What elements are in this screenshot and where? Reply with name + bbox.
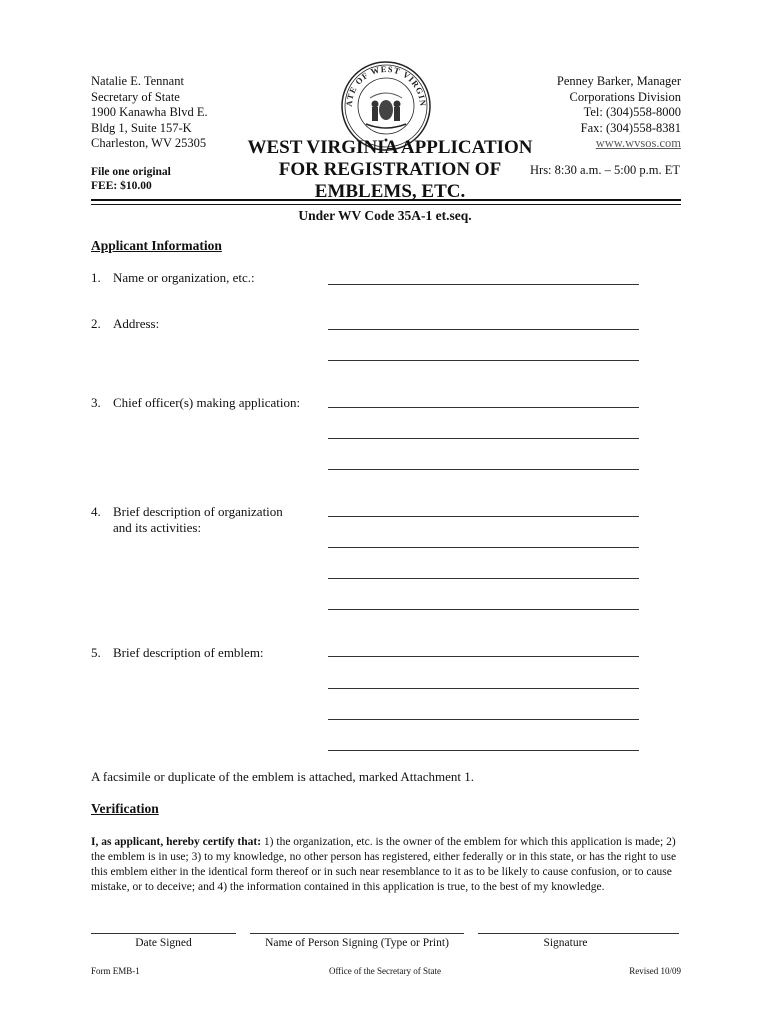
question-chief-officers bbox=[91, 395, 300, 411]
certification-lead: I, as applicant, hereby certify that: bbox=[91, 836, 262, 848]
form-number: Form EMB-1 bbox=[91, 966, 140, 976]
question-number: 5. bbox=[91, 645, 101, 660]
attachment-note: A facsimile or duplicate of the emblem is attached, marked Attachment 1. bbox=[91, 769, 475, 784]
question-label: Address: bbox=[113, 316, 160, 331]
name-signing-line[interactable] bbox=[250, 933, 464, 934]
revision-date: Revised 10/09 bbox=[629, 966, 681, 976]
question-label: Name or organization, etc.: bbox=[113, 270, 255, 285]
certification-text bbox=[91, 835, 681, 895]
statute-reference: Under WV Code 35A-1 et.seq. bbox=[298, 208, 472, 223]
question-name bbox=[91, 270, 255, 286]
question-number: 4. bbox=[91, 504, 101, 519]
question-number: 1. bbox=[91, 270, 101, 285]
contact-line: Fax: (304)558-8381 bbox=[580, 120, 681, 135]
header-divider bbox=[91, 199, 681, 201]
question-organization-description bbox=[91, 504, 283, 536]
form-title bbox=[230, 137, 550, 203]
question-label: Chief officer(s) making application: bbox=[113, 395, 301, 410]
verification-heading: Verification bbox=[91, 801, 159, 816]
emblem-description-line-1[interactable] bbox=[328, 656, 639, 657]
header-divider-thin bbox=[91, 204, 681, 205]
date-signed-label: Date Signed bbox=[135, 937, 192, 949]
seal-text: ATE OF WEST VIRGIN bbox=[343, 63, 429, 108]
signature-line[interactable] bbox=[478, 933, 679, 934]
address-line: Natalie E. Tennant bbox=[91, 74, 184, 88]
address-line: Secretary of State bbox=[91, 89, 180, 104]
question-emblem-description bbox=[91, 645, 264, 661]
officers-field-line-1[interactable] bbox=[328, 407, 639, 408]
org-description-line-2[interactable] bbox=[328, 547, 639, 548]
date-signed-line[interactable] bbox=[91, 933, 236, 934]
title-line: FOR REGISTRATION OF bbox=[278, 159, 502, 180]
file-one-original: File one original bbox=[91, 166, 171, 178]
officers-field-line-3[interactable] bbox=[328, 469, 639, 470]
officers-field-line-2[interactable] bbox=[328, 438, 639, 439]
emblem-description-line-2[interactable] bbox=[328, 688, 639, 689]
address-line: Bldg 1, Suite 157-K bbox=[91, 120, 192, 135]
office-hours: Hrs: 8:30 a.m. – 5:00 p.m. ET bbox=[530, 163, 680, 177]
address-field-line-2[interactable] bbox=[328, 360, 639, 361]
question-number: 2. bbox=[91, 316, 101, 331]
signature-label: Signature bbox=[543, 937, 588, 949]
name-signing-label: Name of Person Signing (Type or Print) bbox=[265, 937, 449, 949]
contact-line: Corporations Division bbox=[569, 89, 681, 104]
question-address bbox=[91, 316, 159, 332]
org-description-line-4[interactable] bbox=[328, 609, 639, 610]
org-description-line-3[interactable] bbox=[328, 578, 639, 579]
question-number: 3. bbox=[91, 395, 101, 410]
org-description-line-1[interactable] bbox=[328, 516, 639, 517]
filing-fee: FEE: $10.00 bbox=[91, 180, 152, 192]
address-line: 1900 Kanawha Blvd E. bbox=[91, 105, 208, 119]
contact-line: Tel: (304)558-8000 bbox=[583, 105, 681, 119]
question-label-cont: and its activities: bbox=[113, 520, 202, 535]
website-link[interactable]: www.wvsos.com bbox=[595, 136, 681, 150]
address-field-line-1[interactable] bbox=[328, 329, 639, 330]
title-line: WEST VIRGINIA APPLICATION bbox=[247, 137, 533, 158]
title-line: EMBLEMS, ETC. bbox=[314, 181, 466, 202]
address-line: Charleston, WV 25305 bbox=[91, 136, 207, 150]
footer-office: Office of the Secretary of State bbox=[328, 966, 442, 976]
emblem-description-line-4[interactable] bbox=[328, 750, 639, 751]
contact-line: Penney Barker, Manager bbox=[556, 74, 681, 88]
applicant-info-heading: Applicant Information bbox=[91, 238, 222, 253]
emblem-description-line-3[interactable] bbox=[328, 719, 639, 720]
question-label: Brief description of organization bbox=[113, 504, 283, 519]
certification-body: 1) the organization, etc. is the owner of the emblem for which this application is made; 2) the emblem is in use; 3) to my knowledge, no other person has registered, either federally or in this state, or has the right to use this emblem either in the identical form thereof or in such near resemblance to it as to be likely to cause confusion, or to cause mistake, or to deceive; and 4) the information contained in this application is true, to the best of my knowledge. bbox=[91, 836, 677, 893]
question-label: Brief description of emblem: bbox=[113, 645, 264, 660]
svg-text:STATE OF WEST VIRGINIA bbox=[340, 60, 428, 107]
filing-instructions bbox=[91, 165, 171, 193]
name-field-line[interactable] bbox=[328, 284, 639, 285]
